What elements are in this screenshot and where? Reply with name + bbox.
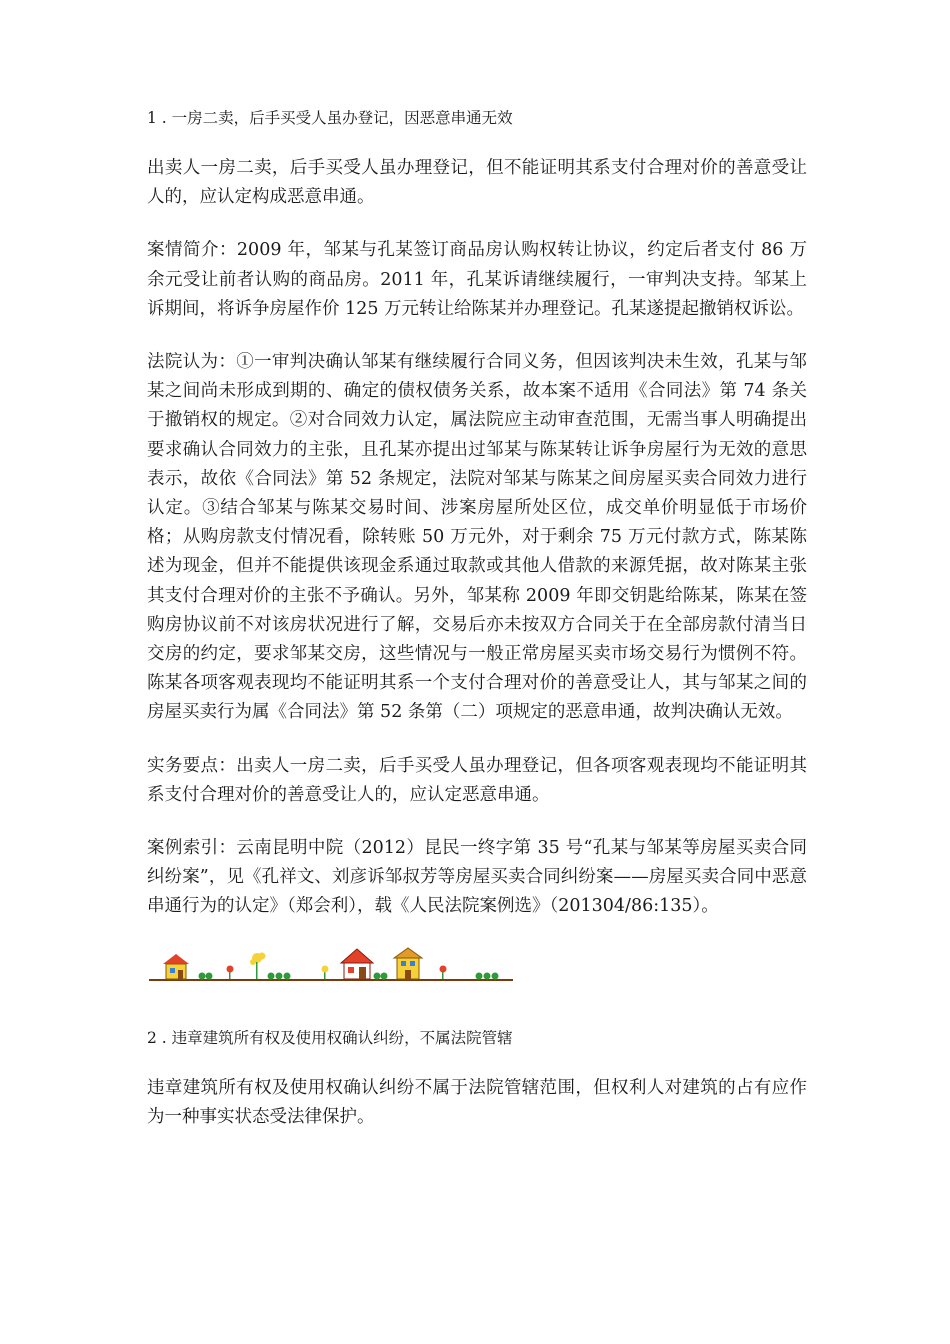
bush-icon [374,972,388,979]
section-1-heading: 1 . 一房二卖，后手买受人虽办登记，因恶意串通无效 [147,109,513,127]
flower-icon [227,965,234,979]
section-1-rule: 出卖人一房二卖，后手买受人虽办理登记，但不能证明其系支付合理对价的善意受让人的，应认定构成恶意串通。 [147,158,807,208]
house-icon [163,954,189,979]
flower-icon [440,965,447,979]
case-summary: 案情简介：2009 年，邹某与孔某签订商品房认购权转让协议，约定后者支付 86 万余元受让前者认购的商品房。2011 年，孔某诉请继续履行，一审判决支持。邹某上诉期间，将诉争房屋作价 125 万元转让给陈某并办理登记。孔某遂提起撤销权诉讼。 [147,240,807,319]
case-index: 案例索引：云南昆明中院（2012）昆民一终字第 35 号“孔某与邹某等房屋买卖合同纠纷案”，见《孔祥文、刘彦诉邹叔芳等房屋买卖合同纠纷案——房屋买卖合同中恶意串通行为的认定》（郑会利），载《人民法院案例选》（201304/86:135）。 [147,838,807,917]
practice-points: 实务要点：出卖人一房二卖，后手买受人虽办理登记，但各项客观表现均不能证明其系支付合理对价的善意受让人的，应认定恶意串通。 [147,755,807,805]
court-opinion: 法院认为：①一审判决确认邹某有继续履行合同义务，但因该判决未生效，孔某与邹某之间尚未形成到期的、确定的债权债务关系，故本案不适用《合同法》第 74 条关于撤销权的规定。②对合同效力认定，属法院应主动审查范围，无需当事人明确提出要求确认合同效力的主张，且孔某亦提出过邹某与陈某转让诉争房屋行为无效的意思表示，故依《合同法》第 52 条规定，法院对邹某与陈某之间房屋买卖合同效力进行认定。③结合邹某与陈某交易时间、涉案房屋所处区位，成交单价明显低于市场价格；从购房款支付情况看，除转账 50 万元外，对于剩余 75 万元付款方式，陈某陈述为现金，但并不能提供该现金系通过取款或其他人借款的来源凭据，故对陈某主张其支付合理对价的主张不予确认。另外，邹某称 2009 年即交钥匙给陈某，陈某在签购房协议前不对该房状况进行了解，交易后亦未按双方合同关于在全部房款付清当日交房的约定，要求邹某交房，这些情况与一般正常房屋买卖市场交易行为惯例不符。陈某各项客观表现均不能证明其系一个支付合理对价的善意受让人，其与邹某之间的房屋买卖行为属《合同法》第 52 条第（二）项规定的恶意串通，故判决确认无效。 [147,352,807,723]
house-icon [394,948,422,979]
section-2-rule: 违章建筑所有权及使用权确认纠纷不属于法院管辖范围，但权利人对建筑的占有应作为一种事实状态受法律保护。 [147,1077,807,1127]
ground-line [149,979,513,981]
house-icon [341,949,373,979]
bush-icon [268,972,291,979]
bush-icon [199,972,213,979]
document-page [147,104,807,1156]
yellow-flower-icon [250,952,266,979]
flower-icon [322,965,329,979]
bush-icon [476,972,499,979]
section-2-heading: 2 . 违章建筑所有权及使用权确认纠纷，不属法院管辖 [147,1028,513,1047]
village-divider-decoration [149,946,513,984]
